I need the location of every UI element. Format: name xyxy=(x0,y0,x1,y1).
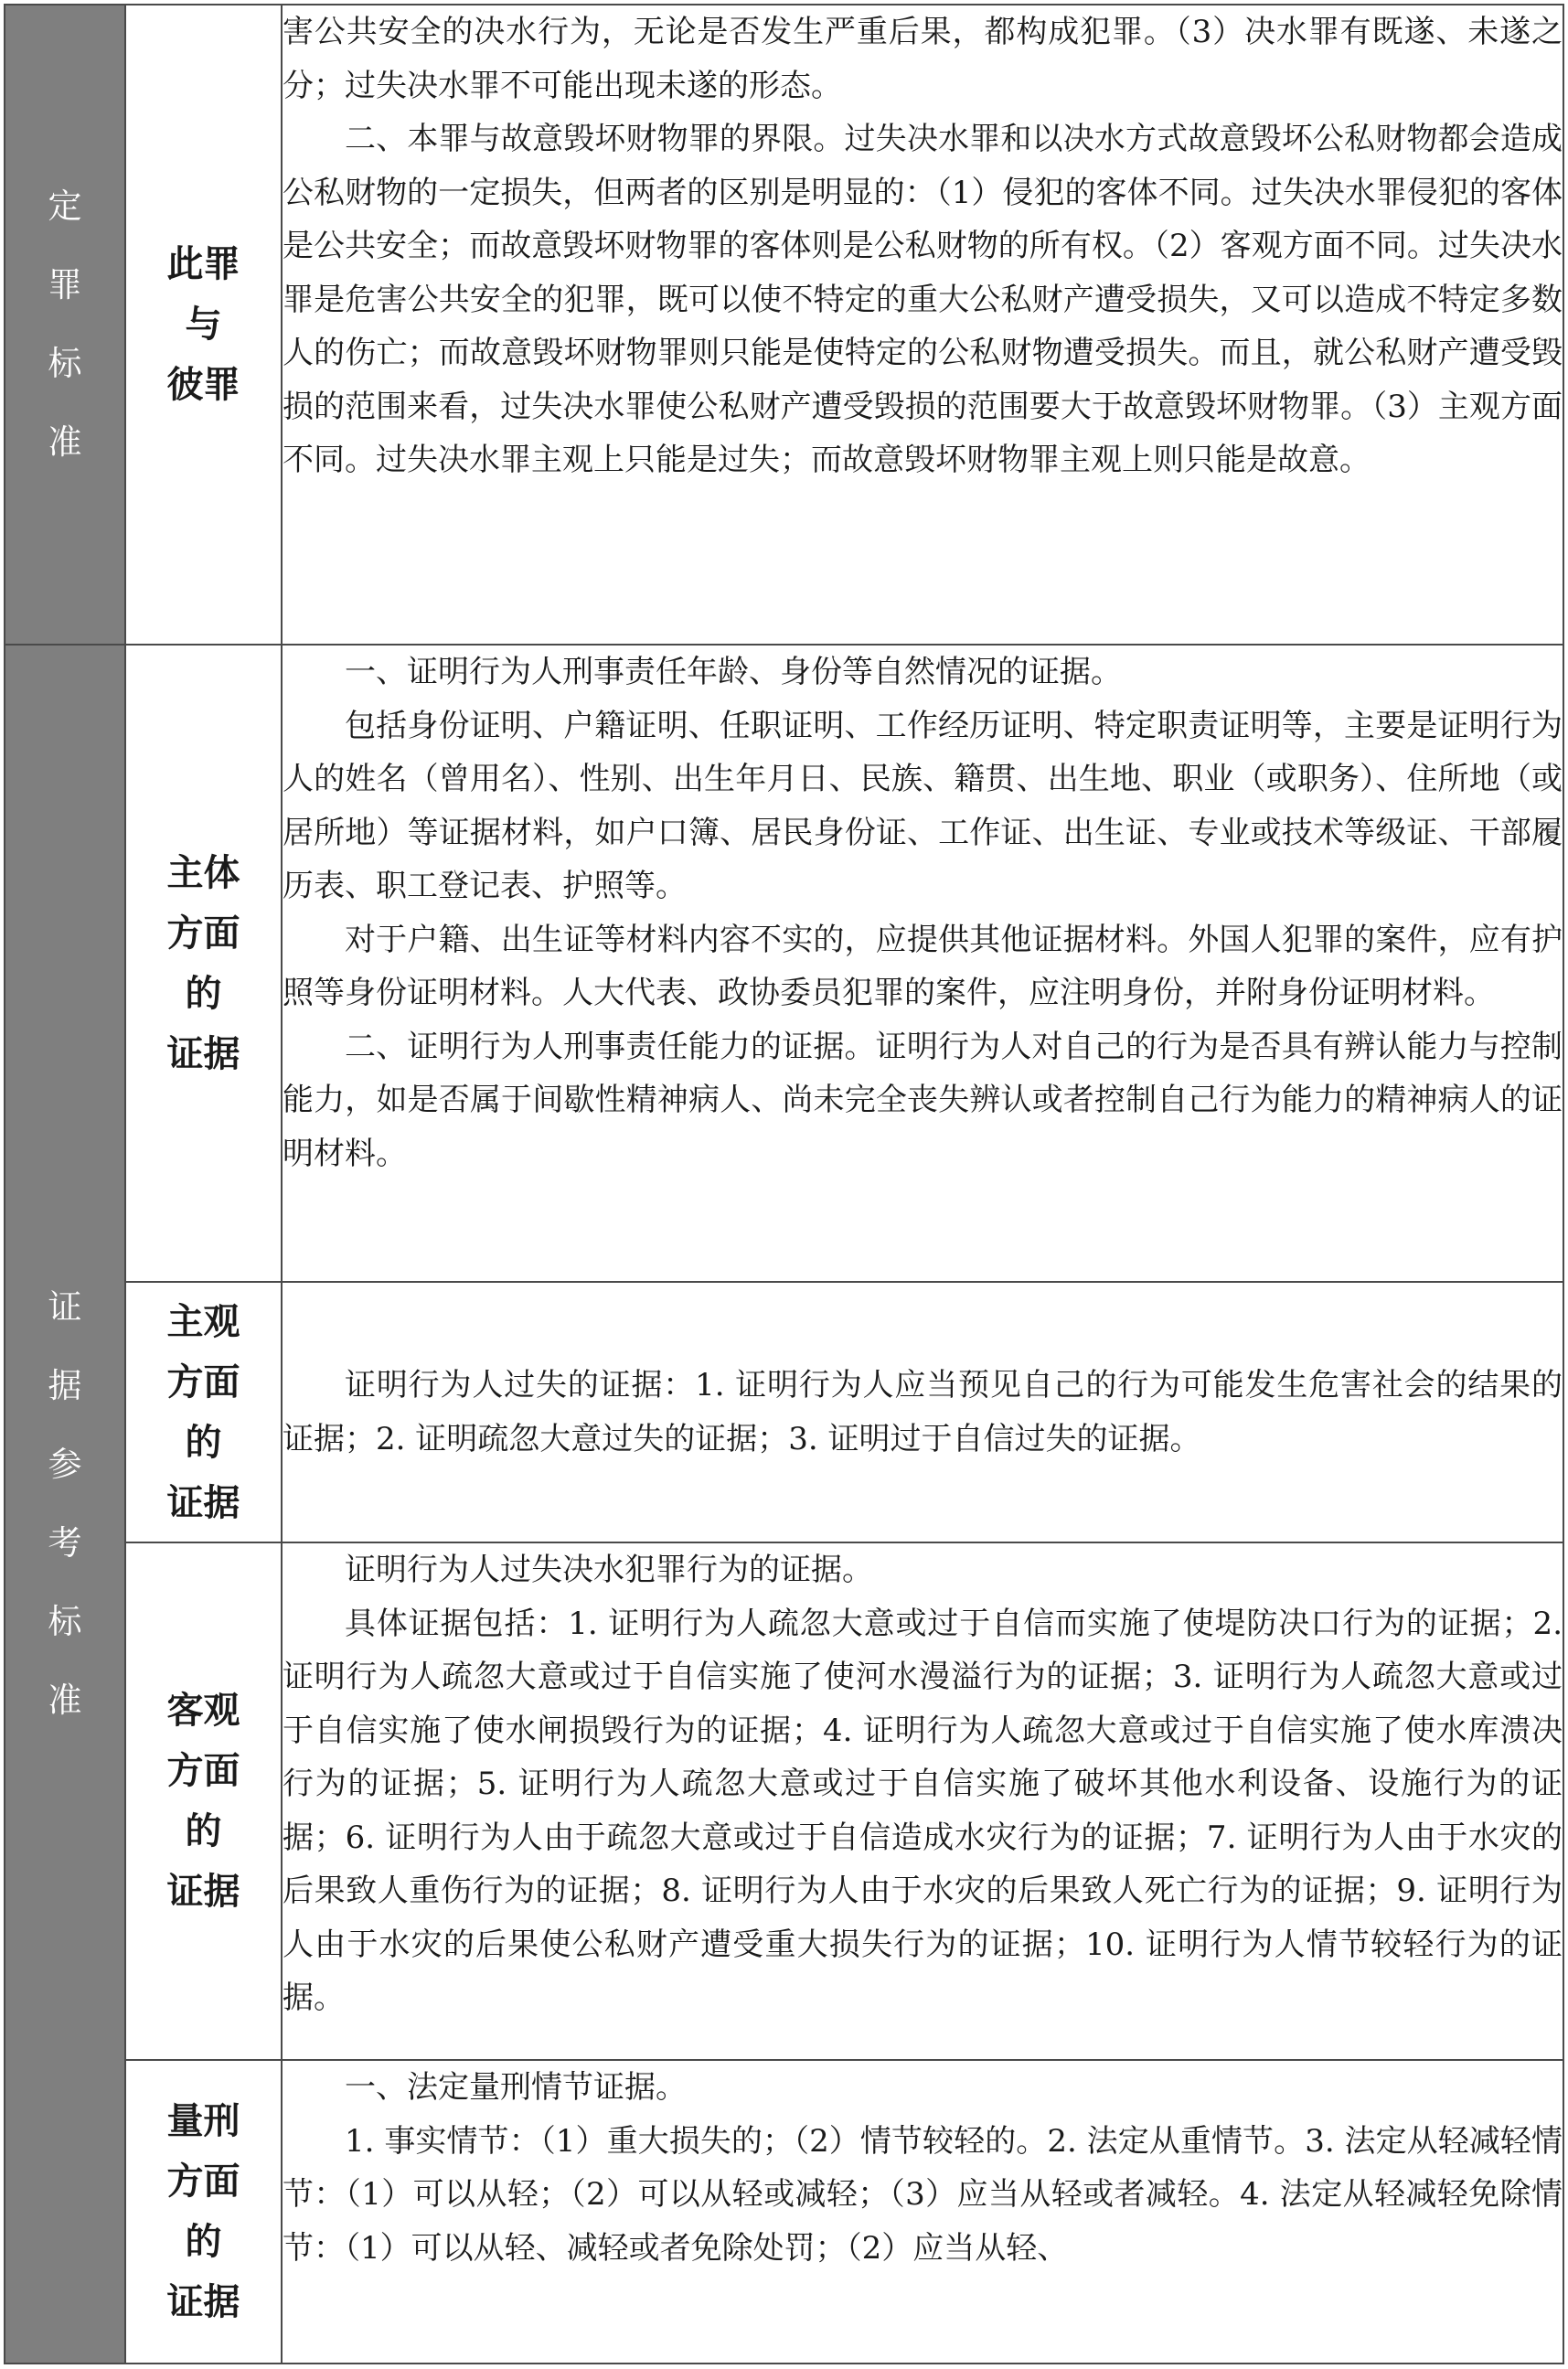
row-label-line: 证据 xyxy=(166,1481,240,1524)
row-label-sentencing-evidence xyxy=(125,2060,282,2364)
row-label-line: 彼罪 xyxy=(166,364,240,406)
row-label-line: 主体 xyxy=(166,851,240,894)
row-content xyxy=(282,5,1563,645)
row-subject-evidence xyxy=(5,645,1563,1282)
paragraph: 对于户籍、出生证等材料内容不实的，应提供其他证据材料。外国人犯罪的案件，应有护照等身份证明材料。人大代表、政协委员犯罪的案件，应注明身份，并附身份证明材料。 xyxy=(283,921,1563,1011)
row-label-line: 此罪 xyxy=(166,243,240,285)
category-char: 据 xyxy=(48,1366,82,1405)
paragraph: 一、法定量刑情节证据。 xyxy=(345,2069,687,2106)
row-this-crime-vs-other xyxy=(5,5,1563,645)
row-content xyxy=(282,2060,1563,2364)
row-label-subject-evidence xyxy=(125,645,282,1282)
row-content xyxy=(282,1282,1563,1542)
paragraph: 二、本罪与故意毁坏财物罪的界限。过失决水罪和以决水方式故意毁坏公私财物都会造成公私财物的一定损失，但两者的区别是明显的：（1）侵犯的客体不同。过失决水罪侵犯的客体是公共安全；而故意毁坏财物罪的客体则是公私财物的所有权。（2）客观方面不同。过失决水罪是危害公共安全的犯罪，既可以使不特定的重大公私财产遭受损失，又可以造成不特定多数人的伤亡；而故意毁坏财物罪则只能是使特定的公私财物遭受损失。而且，就公私财产遭受毁损的范围来看，过失决水罪使公私财产遭受毁损的范围要大于故意毁坏财物罪。（3）主观方面不同。过失决水罪主观上只能是过失；而故意毁坏财物罪主观上则只能是故意。 xyxy=(283,121,1563,478)
row-label-line: 方面 xyxy=(166,2161,240,2203)
row-label-line: 的 xyxy=(185,1810,222,1852)
row-label-line: 证据 xyxy=(166,1032,240,1075)
row-label-line: 方面 xyxy=(166,912,240,955)
row-label-objective-evidence xyxy=(125,1542,282,2060)
row-objective-evidence xyxy=(5,1542,1563,2060)
row-label-this-crime-vs-other xyxy=(125,5,282,645)
category-evidence-reference-standard xyxy=(5,645,125,2364)
row-label-line: 方面 xyxy=(166,1750,240,1792)
row-label-line: 的 xyxy=(185,1421,222,1464)
category-char: 标 xyxy=(48,344,82,383)
row-label-line: 方面 xyxy=(166,1361,240,1403)
row-label-line: 证据 xyxy=(166,2281,240,2323)
row-label-line: 证据 xyxy=(166,1871,240,1913)
row-content xyxy=(282,1542,1563,2060)
row-label-line: 客观 xyxy=(166,1690,240,1732)
row-sentencing-evidence xyxy=(5,2060,1563,2364)
row-label-line: 的 xyxy=(185,2221,222,2263)
paragraph: 包括身份证明、户籍证明、任职证明、工作经历证明、特定职责证明等，主要是证明行为人的姓名（曾用名）、性别、出生年月日、民族、籍贯、出生地、职业（或职务）、住所地（或居所地）等证据材料，如户口簿、居民身份证、工作证、出生证、专业或技术等级证、干部履历表、职工登记表、护照等。 xyxy=(283,707,1563,904)
category-char: 参 xyxy=(48,1445,82,1484)
category-char: 证 xyxy=(48,1287,82,1327)
category-conviction-standard xyxy=(5,5,125,645)
paragraph: 一、证明行为人刑事责任年龄、身份等自然情况的证据。 xyxy=(345,654,1122,690)
paragraph: 二、证明行为人刑事责任能力的证据。证明行为人对自己的行为是否具有辨认能力与控制能力，如是否属于间歇性精神病人、尚未完全丧失辨认或者控制自己行为能力的精神病人的证明材料。 xyxy=(283,1028,1563,1172)
paragraph: 具体证据包括：1. 证明行为人疏忽大意或过于自信而实施了使堤防决口行为的证据；2. 证明行为人疏忽大意或过于自信实施了使河水漫溢行为的证据；3. 证明行为人疏忽大意或过于自信实施了使水闸损毁行为的证据；4. 证明行为人疏忽大意或过于自信实施了使水库溃决行为的证据；5. 证明行为人疏忽大意或过于自信实施了破坏其他水利设备、设施行为的证据；6. 证明行为人由于疏忽大意或过于自信造成水灾行为的证据；7. 证明行为人由于水灾的后果致人重伤行为的证据；8. 证明行为人由于水灾的后果致人死亡行为的证据；9. 证明行为人由于水灾的后果使公私财产遭受重大损失行为的证据；10. 证明行为人情节较轻行为的证据。 xyxy=(283,1605,1563,2016)
row-label-line: 与 xyxy=(185,304,222,346)
paragraph: 1. 事实情节：（1）重大损失的；（2）情节较轻的。2. 法定从重情节。3. 法定从轻减轻情节：（1）可以从轻；（2）可以从轻或减轻；（3）应当从轻或者减轻。4. 法定从轻减轻免除情节：（1）可以从轻、减轻或者免除处罚；（2）应当从轻、 xyxy=(283,2122,1563,2267)
evidence-standard-table xyxy=(4,4,1564,2364)
category-char: 定 xyxy=(48,187,82,226)
paragraph: 害公共安全的决水行为，无论是否发生严重后果，都构成犯罪。（3）决水罪有既遂、未遂之分；过失决水罪不可能出现未遂的形态。 xyxy=(283,14,1563,104)
row-label-line: 量刑 xyxy=(166,2100,240,2142)
row-label-line: 的 xyxy=(185,972,222,1015)
category-char: 考 xyxy=(48,1523,82,1563)
category-char: 准 xyxy=(48,422,82,462)
row-label-subjective-evidence xyxy=(125,1282,282,1542)
category-char: 准 xyxy=(48,1681,82,1720)
paragraph: 证明行为人过失的证据：1. 证明行为人应当预见自己的行为可能发生危害社会的结果的证据；2. 证明疏忽大意过失的证据；3. 证明过于自信过失的证据。 xyxy=(283,1367,1563,1457)
row-content xyxy=(282,645,1563,1282)
category-char: 罪 xyxy=(48,265,82,304)
category-char: 标 xyxy=(48,1602,82,1641)
row-subjective-evidence xyxy=(5,1282,1563,1542)
row-label-line: 主观 xyxy=(166,1300,240,1343)
paragraph: 证明行为人过失决水犯罪行为的证据。 xyxy=(345,1552,873,1588)
